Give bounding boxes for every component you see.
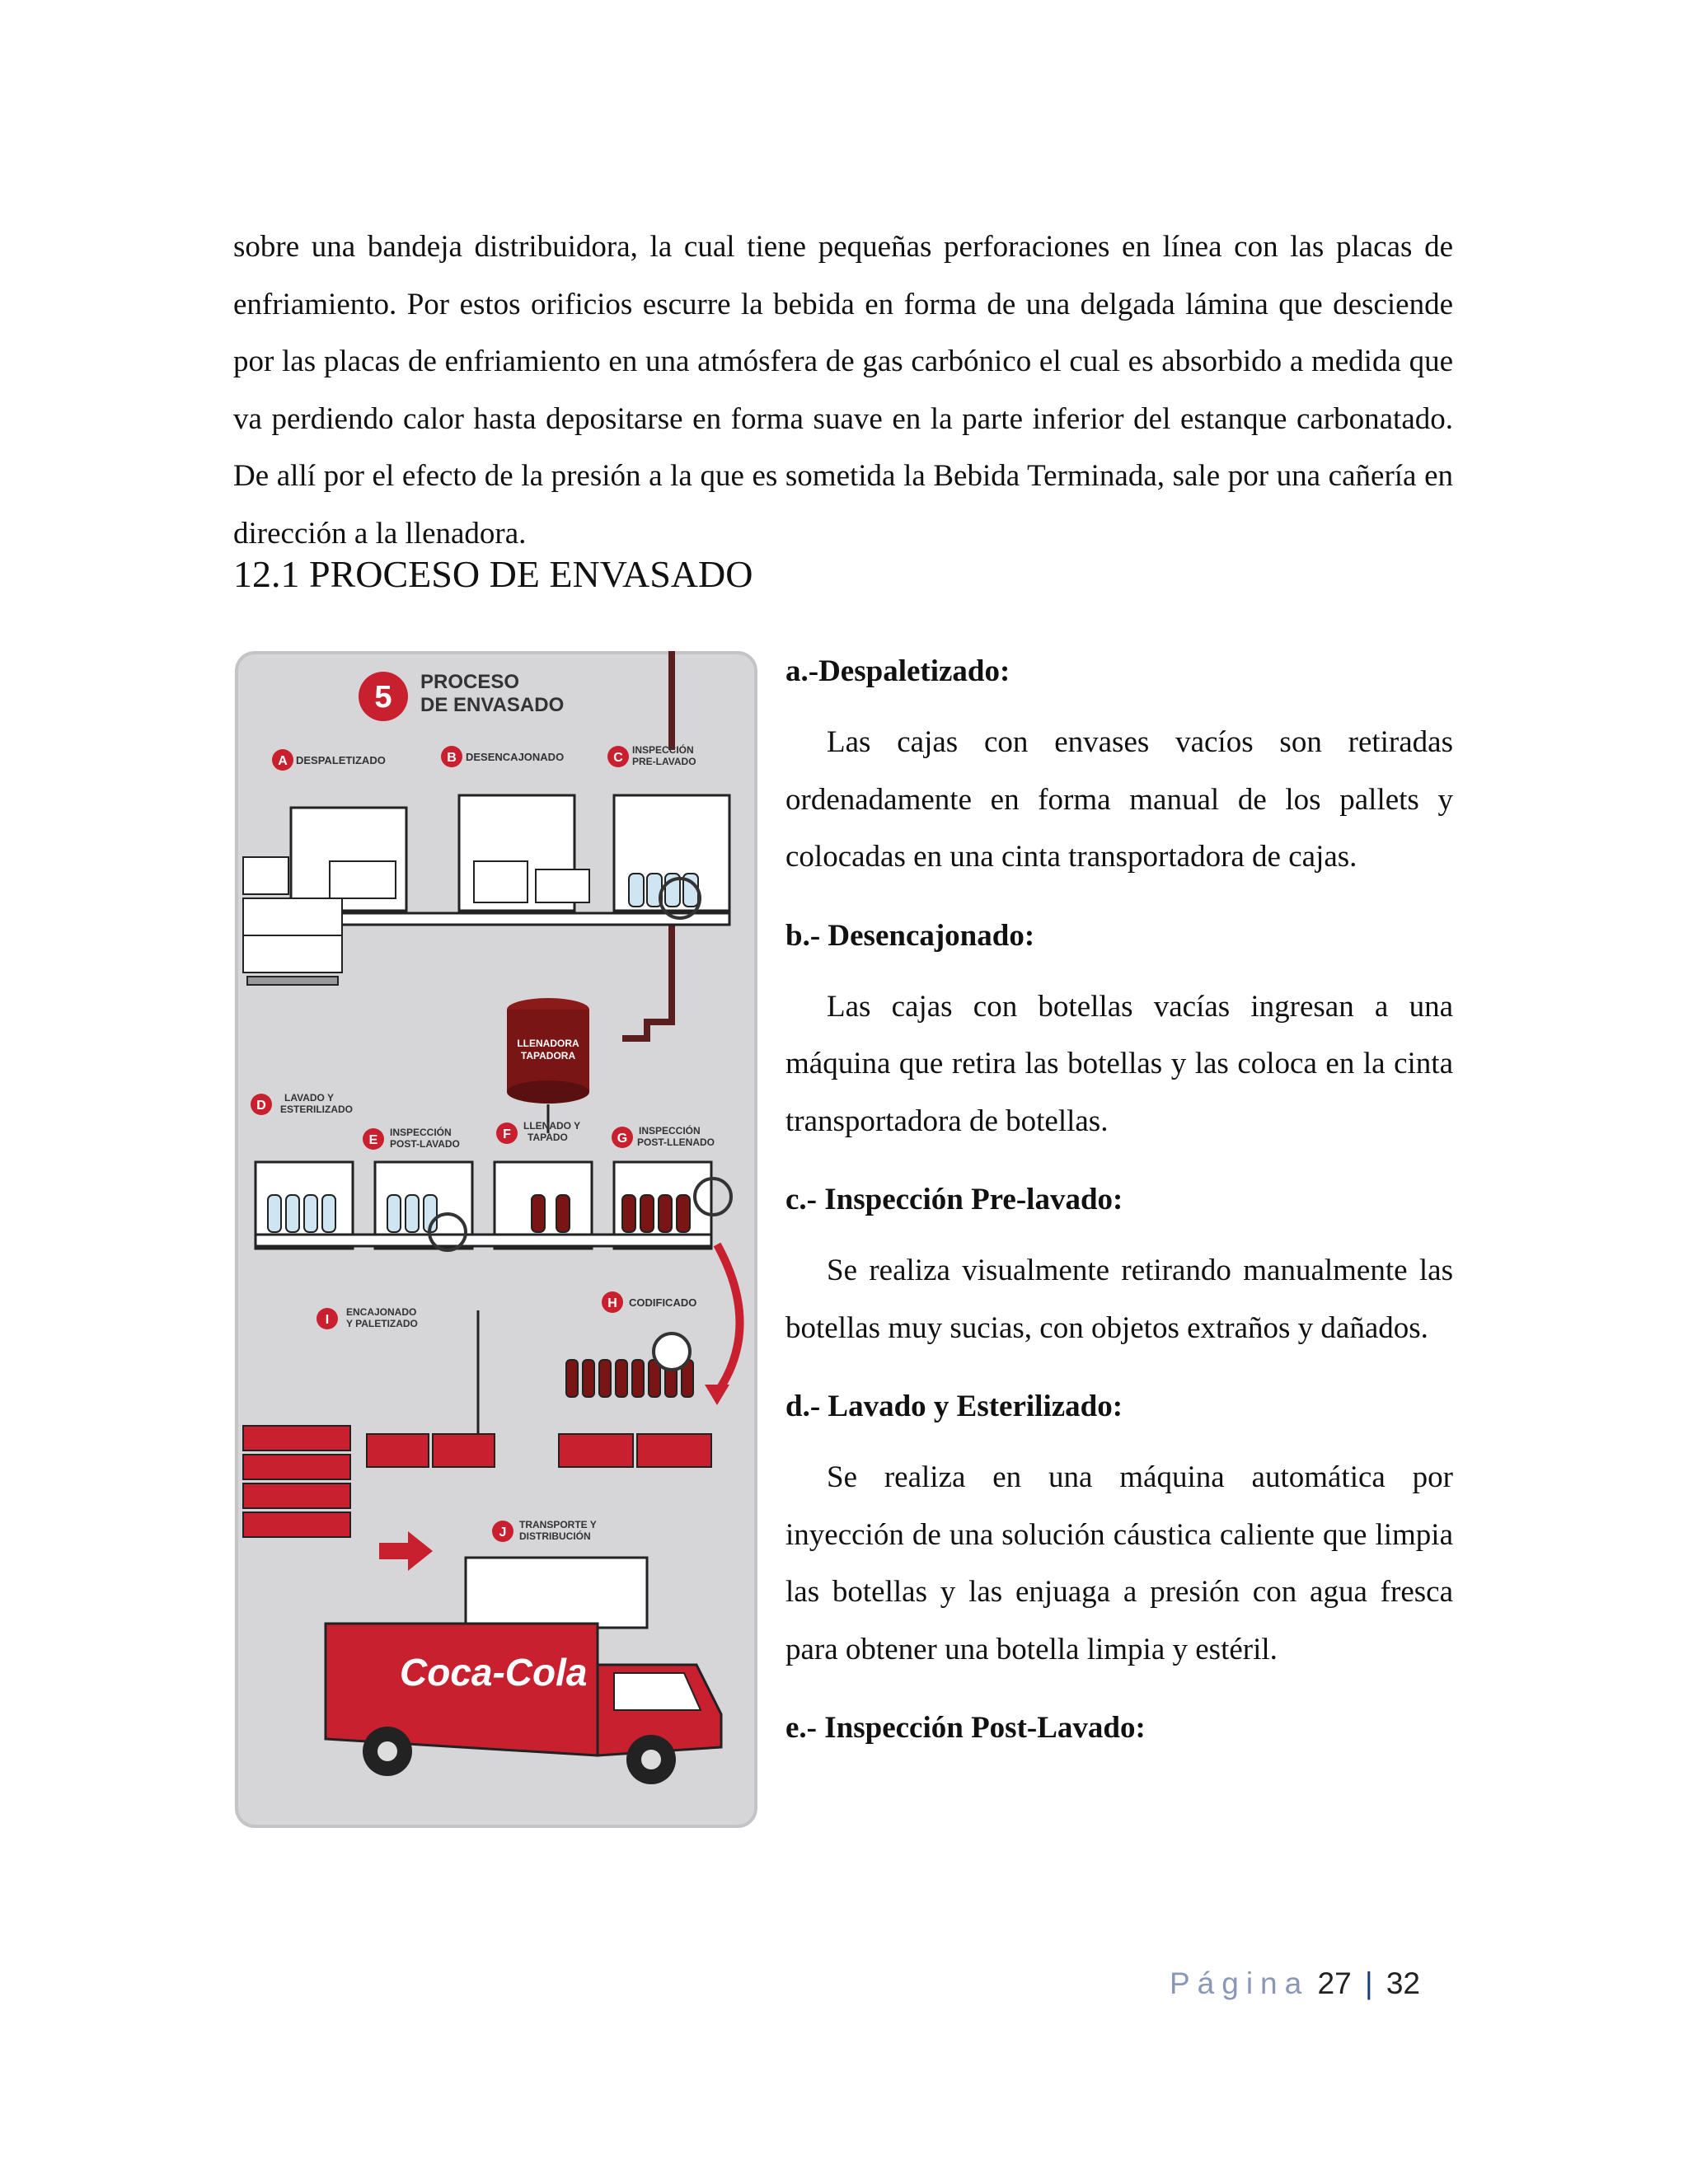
svg-text:C: C [613,751,623,765]
svg-text:DISTRIBUCIÓN: DISTRIBUCIÓN [519,1530,591,1542]
svg-text:TAPADORA: TAPADORA [520,1050,576,1062]
page-total: 32 [1386,1966,1420,2000]
svg-text:POST-LLENADO: POST-LLENADO [637,1137,715,1148]
step-e [785,1699,1453,1757]
page-footer [1170,1966,1420,2001]
label-j [492,1519,597,1542]
svg-text:ESTERILIZADO: ESTERILIZADO [280,1104,354,1115]
intro-paragraph: sobre una bandeja distribuidora, la cual tiene pequeñas perforaciones en línea con las placas de enfriamiento. Por estos orificios escurre la bebida en forma de una delgada lámina que desciende por las placas de enfriamiento en una atmósfera de gas carbónico el cual es absorbido a medida que va perdiendo calor hasta depositarse en forma suave en la parte inferior del estanque carbonatado. De allí por el efecto de la presión a la que es sometida la Bebida Terminada, sale por una cañería en dirección a la llenadora. [233,230,1453,551]
page-current: 27 [1317,1966,1352,2000]
step-title: b.- Desencajonado: [785,918,1035,953]
svg-text:H: H [607,1296,617,1310]
label-e [363,1126,460,1150]
brand-logo: Coca-Cola [400,1651,588,1694]
conveyor-middle [256,1235,711,1246]
step-b [785,907,1453,1151]
step-a [785,643,1453,886]
svg-text:Y PALETIZADO: Y PALETIZADO [346,1318,418,1329]
section-title: 12.1 PROCESO DE ENVASADO [233,553,753,595]
svg-text:INSPECCIÓN: INSPECCIÓN [639,1125,701,1137]
label-f [496,1120,580,1144]
svg-text:INSPECCIÓN: INSPECCIÓN [632,744,694,756]
process-illustration [235,651,757,1828]
step-c [785,1171,1453,1357]
label-g [612,1124,715,1148]
label-i [316,1306,418,1329]
step-title: c.- Inspección Pre-lavado: [785,1183,1123,1216]
svg-text:J: J [499,1526,507,1540]
svg-text:LLENADO Y: LLENADO Y [523,1120,581,1132]
label-c [607,743,696,767]
svg-text:A: A [278,754,288,768]
step-title: a.-Despaletizado: [785,654,1010,688]
svg-text:G: G [617,1132,628,1146]
svg-text:LLENADORA: LLENADORA [517,1038,579,1049]
svg-text:PRE-LAVADO: PRE-LAVADO [632,756,696,767]
figure-title-line2: DE ENVASADO [420,694,565,716]
step-text: Las cajas con botellas vacías ingresan a una máquina que retira las botellas y las coloca en la cinta transportadora de botellas. [785,989,1453,1138]
svg-text:LAVADO Y: LAVADO Y [284,1092,335,1104]
steps-column [785,643,1453,1779]
svg-text:CODIFICADO: CODIFICADO [629,1296,697,1309]
svg-text:D: D [256,1099,266,1113]
step-text: Las cajas con envases vacíos son retiradas ordenadamente en forma manual de los pallets y colocadas en una cinta transportadora de cajas. [785,725,1453,874]
step-title: d.- Lavado y Esterilizado: [785,1390,1123,1423]
svg-text:TRANSPORTE Y: TRANSPORTE Y [519,1519,597,1530]
step-number: 5 [374,680,392,715]
svg-text:DESENCAJONADO: DESENCAJONADO [466,751,565,763]
step-text: Se realiza visualmente retirando manualmente las botellas muy sucias, con objetos extraños y dañados. [785,1254,1453,1345]
step-title: e.- Inspección Post-Lavado: [785,1711,1146,1745]
page-word: Página [1170,1966,1310,2000]
svg-text:F: F [503,1127,511,1141]
svg-text:I: I [325,1313,330,1327]
svg-text:ENCAJONADO: ENCAJONADO [346,1306,417,1318]
figure-title-line1: PROCESO [420,671,520,693]
step-text: Se realiza en una máquina automática por inyección de una solución cáustica caliente que limpia las botellas y las enjuaga a presión con agua fresca para obtener una botella limpia y estéril. [785,1460,1453,1666]
svg-text:DESPALETIZADO: DESPALETIZADO [296,754,386,766]
step-d [785,1378,1453,1678]
page-separator: | [1364,1966,1373,2000]
svg-text:B: B [447,751,457,765]
svg-text:TAPADO: TAPADO [528,1132,568,1143]
svg-text:POST-LAVADO: POST-LAVADO [390,1138,460,1150]
svg-text:INSPECCIÓN: INSPECCIÓN [390,1127,452,1138]
process-figure [235,651,757,1828]
svg-text:E: E [368,1133,378,1147]
